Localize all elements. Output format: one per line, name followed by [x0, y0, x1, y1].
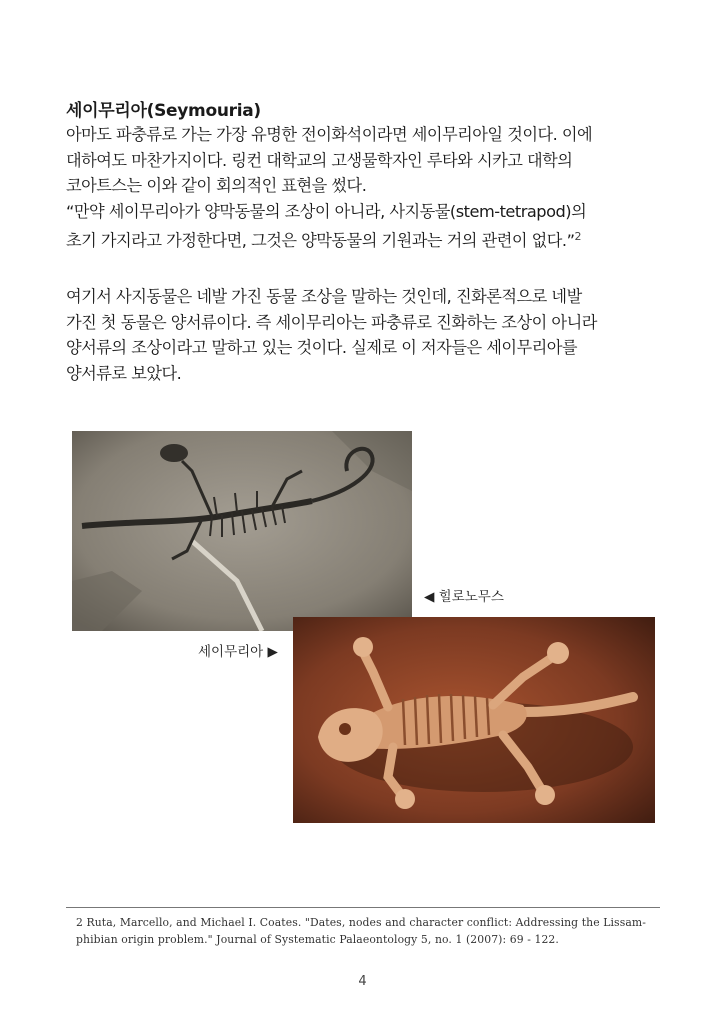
text-line: 가진 첫 동물은 양서류이다. 즉 세이무리아는 파충류로 진화하는 조상이 아니라: [66, 312, 597, 332]
text-line: 코아트스는 이와 같이 회의적인 표현을 썼다.: [66, 176, 367, 195]
footnote-line: phibian origin problem." Journal of Systematic Palaeontology 5, no. 1 (2007): 69 - 122.: [76, 933, 559, 946]
page-number: 4: [358, 974, 367, 989]
text-line: 대하여도 마찬가지이다. 링컨 대학교의 고생물학자인 루타와 시카고 대학의: [66, 150, 573, 170]
seymouria-fossil-photo: [293, 617, 655, 823]
text-line: “만약 세이무리아가 양막동물의 조상이 아니라, 사지동물(stem-tetrapod)의: [66, 201, 587, 221]
caption-hylonomus: ◀ 힐로노무스: [424, 589, 504, 605]
caption-seymouria: 세이무리아 ▶: [198, 644, 278, 660]
footnote: [76, 914, 666, 948]
paragraph-intro: [66, 122, 676, 254]
paragraph-explanation: [66, 284, 676, 386]
text-line: 아마도 파충류로 가는 가장 유명한 전이화석이라면 세이무리아일 것이다. 이에: [66, 125, 593, 144]
text-line: 양서류의 조상이라고 말하고 있는 것이다. 실제로 이 저자들은 세이무리아를: [66, 338, 578, 357]
seymouria-fossil-image: [293, 617, 655, 823]
hylonomus-fossil-photo: [72, 431, 412, 631]
footnote-divider: [66, 907, 660, 908]
quote-text: 초기 가지라고 가정한다면, 그것은 양막동물의 기원과는 거의 관련이 없다.”: [66, 231, 575, 250]
section-heading: 세이무리아(Seymouria): [66, 101, 261, 121]
text-line-quote-end: [66, 224, 676, 254]
footnote-ref[interactable]: 2: [574, 230, 581, 243]
text-line: 여기서 사지동물은 네발 가진 동물 조상을 말하는 것인데, 진화론적으로 네발: [66, 287, 582, 306]
footnote-line: 2 Ruta, Marcello, and Michael I. Coates. "Dates, nodes and character conflict: Addressing the Lissam-: [76, 916, 646, 929]
text-line: 양서류로 보았다.: [66, 363, 182, 383]
hylonomus-fossil-image: [72, 431, 412, 631]
